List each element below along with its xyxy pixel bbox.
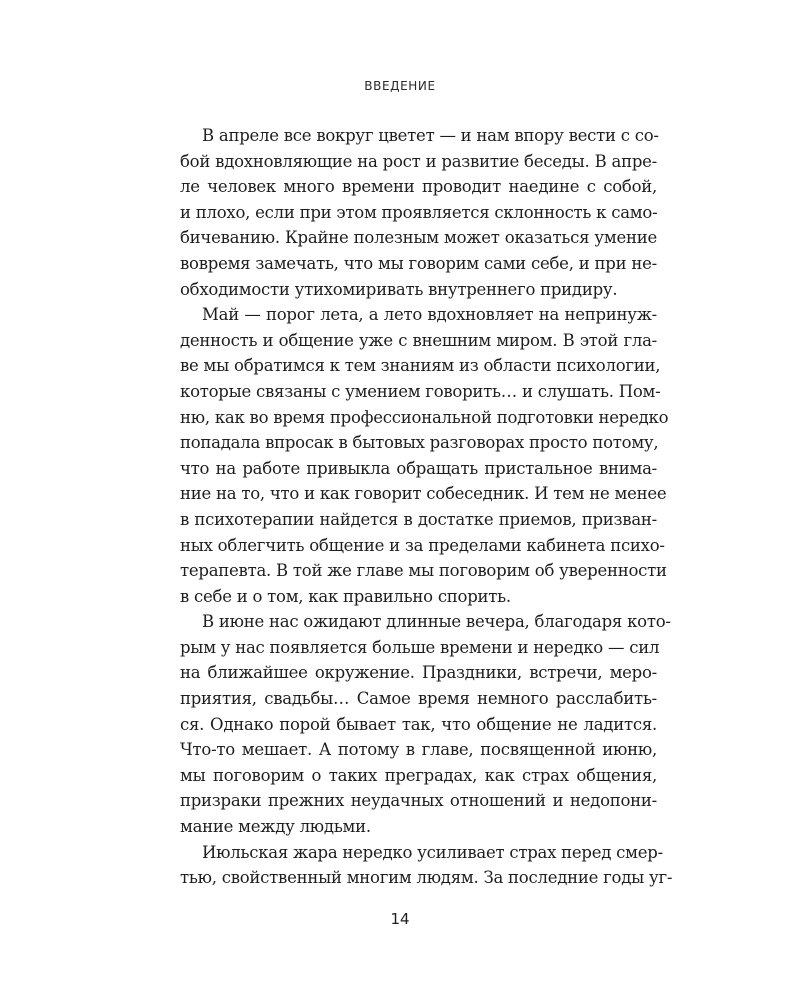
text-line: ние на то, что и как говорит собеседник. И тем не менее xyxy=(180,484,667,504)
text-line: ню, как во время профессиональной подготовки нередко xyxy=(180,407,669,427)
text-line: ся. Однако порой бывает так, что общение не ладится. xyxy=(180,714,657,734)
text-line: ве мы обратимся к тем знаниям из области психологии, xyxy=(180,356,661,376)
text-line: мание между людьми. xyxy=(180,817,371,837)
text-line: Май — порог лета, а лето вдохновляет на непринуж- xyxy=(202,305,657,325)
text-line: обходимости утихомиривать внутреннего придиру. xyxy=(180,279,618,299)
text-line: терапевта. В той же главе мы поговорим об уверенности xyxy=(180,561,667,581)
text-line: призраки прежних неудачных отношений и недопони- xyxy=(180,791,657,811)
text-line: которые связаны с умением говорить… и слушать. Пом- xyxy=(180,381,661,401)
text-line: рым у нас появляется больше времени и нередко — сил xyxy=(180,637,660,657)
text-line: В апреле все вокруг цветет — и нам впору вести с со- xyxy=(202,126,659,145)
text-line: денность и общение уже с внешним миром. В этой гла- xyxy=(180,330,657,350)
text-line: вовремя замечать, что мы говорим сами себе, и при не- xyxy=(180,253,657,273)
text-line: В июне нас ожидают длинные вечера, благодаря кото- xyxy=(202,612,671,632)
text-line: попадала впросак в бытовых разговорах просто потому, xyxy=(180,433,659,453)
text-line: и плохо, если при этом проявляется склонность к само- xyxy=(180,202,658,222)
text-line: мы поговорим о таких преградах, как страх общения, xyxy=(180,765,657,785)
text-line: Что-то мешает. А потому в главе, посвященной июню, xyxy=(180,740,657,760)
text-line: в психотерапии найдется в достатке приемов, призван- xyxy=(180,509,657,529)
text-line: на ближайшее окружение. Праздники, встречи, меро- xyxy=(180,663,657,683)
text-line: тью, свойственный многим людям. За последние годы уг- xyxy=(180,868,673,888)
text-line: приятия, свадьбы… Самое время немного расслабить- xyxy=(180,689,657,709)
text-line: Июльская жара нередко усиливает страх перед смер- xyxy=(202,842,663,862)
page-number: 14 xyxy=(390,910,410,928)
body-text xyxy=(180,123,673,891)
text-line: бой вдохновляющие на рост и развитие беседы. В апре- xyxy=(180,151,657,171)
text-line: бичеванию. Крайне полезным может оказаться умение xyxy=(180,228,657,248)
text-line: ных облегчить общение и за пределами кабинета психо- xyxy=(180,535,665,555)
running-head: ВВЕДЕНИЕ xyxy=(364,79,436,93)
text-line: в себе и о том, как правильно спорить. xyxy=(180,586,511,606)
text-line: что на работе привыкла обращать пристальное внима- xyxy=(180,458,657,478)
text-line: ле человек много времени проводит наедине с собой, xyxy=(180,177,657,197)
